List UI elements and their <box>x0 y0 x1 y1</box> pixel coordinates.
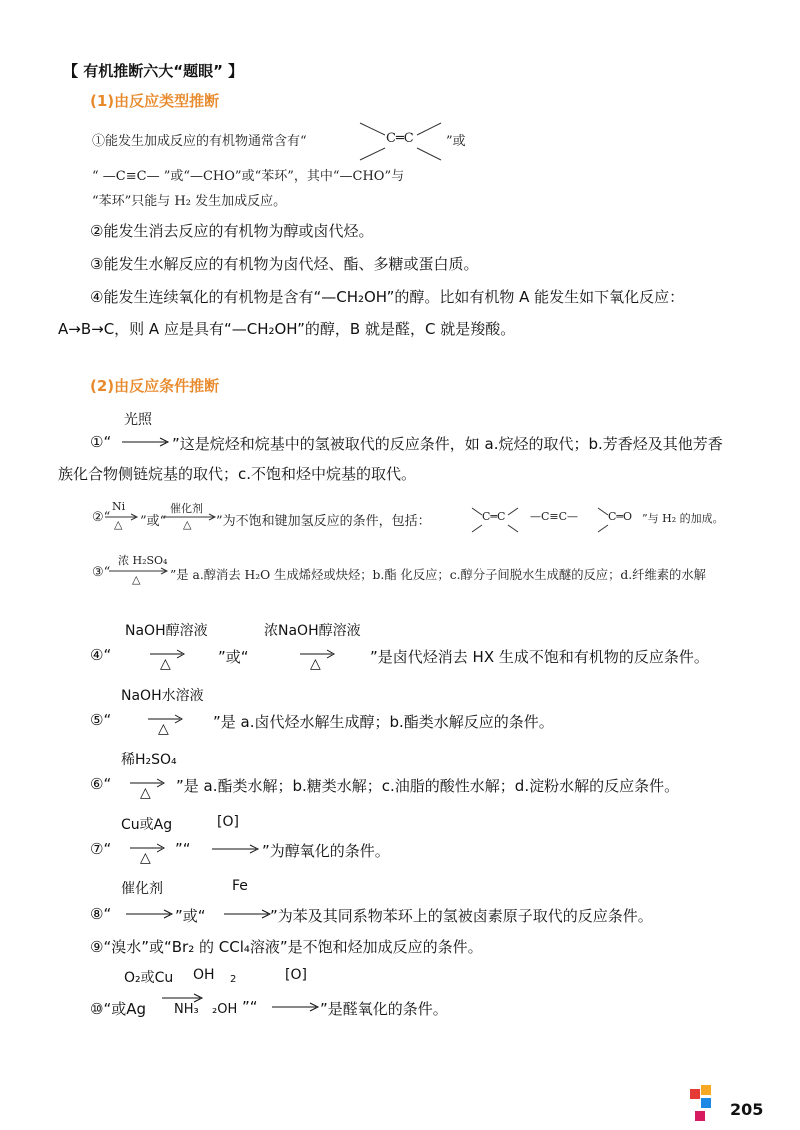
condition-10-arrow-2-icon <box>270 1001 322 1013</box>
condition-8-arrow-1-icon <box>124 908 176 920</box>
condition-7-delta: △ <box>140 850 151 866</box>
oxidation-paragraph-line-1: ④能发生连续氧化的有机物是含有“—CH₂OH”的醇。比如有机物 A 能发生如下氧化反应： <box>90 288 685 306</box>
condition-2-group-1: C═C <box>482 510 506 523</box>
hydrolysis-paragraph: ③能发生水解反应的有机物为卤代烃、酯、多糖或蛋白质。 <box>90 255 479 273</box>
condition-2-group-2: —C≡C— <box>530 510 579 523</box>
section-heading-reaction-type: (1)由反应类型推断 <box>90 92 220 110</box>
condition-2-prefix: ②“ <box>92 510 111 525</box>
condition-10-num: ⑩“或Ag <box>90 1000 147 1018</box>
condition-4-delta-2: △ <box>310 656 321 672</box>
condition-2-delta-2: △ <box>183 518 192 531</box>
condition-10-sub-2: ₂OH <box>212 1002 238 1017</box>
condition-8-arrow-2-icon <box>222 908 274 920</box>
condition-3-delta: △ <box>132 573 141 586</box>
condition-7-above-1: Cu或Ag <box>121 817 173 833</box>
condition-10-mid: ”“ <box>242 998 258 1016</box>
condition-8-above-1: 催化剂 <box>121 881 163 897</box>
condition-2-group-3: C═O <box>608 510 633 523</box>
condition-4-or: ”或“ <box>218 648 249 666</box>
condition-1-text: ”这是烷烃和烷基中的氢被取代的反应条件，如 a.烷烃的取代；b.芳香烃及其他芳香 <box>172 435 723 453</box>
addition-reaction-line-3: “苯环”只能与 H₂ 发生加成反应。 <box>92 194 287 209</box>
document-title: 【 有机推断六大“题眼” 】 <box>63 62 244 80</box>
condition-7-num: ⑦“ <box>90 840 112 858</box>
condition-8-or: ”或“ <box>175 907 206 925</box>
addition-text-a: ①能发生加成反应的有机物通常含有“ <box>92 134 307 149</box>
condition-7-text: ”为醇氧化的条件。 <box>262 842 390 860</box>
condition-6-delta: △ <box>140 785 151 801</box>
condition-6-num: ⑥“ <box>90 775 112 793</box>
condition-2-delta-1: △ <box>114 518 123 531</box>
condition-7-above-2: [O] <box>217 814 239 830</box>
condition-7-mid: ”“ <box>175 840 191 858</box>
condition-6-above: 稀H₂SO₄ <box>121 752 177 768</box>
cc-double-bond: C═C <box>386 131 414 146</box>
condition-4-delta-1: △ <box>160 656 171 672</box>
oxidation-paragraph-line-2: A→B→C，则 A 应是具有“—CH₂OH”的醇，B 就是醛，C 就是羧酸。 <box>58 320 516 338</box>
condition-2-tail: ”与 H₂ 的加成。 <box>642 512 724 525</box>
condition-1-label: 光照 <box>124 412 152 428</box>
condition-1-text-line-2: 族化合物侧链烷基的取代；c.不饱和烃中烷基的取代。 <box>58 465 417 483</box>
addition-reaction-line-2: “ —C≡C— ”或“—CHO”或“苯环”，其中“—CHO”与 <box>92 169 405 184</box>
condition-4-num: ④“ <box>90 646 112 664</box>
condition-5-text: ”是 a.卤代烃水解生成醇；b.酯类水解反应的条件。 <box>213 713 554 731</box>
addition-reaction-line-1 <box>92 130 307 149</box>
elimination-paragraph: ②能发生消去反应的有机物为醇或卤代烃。 <box>90 222 374 240</box>
section-heading-reaction-condition: (2)由反应条件推断 <box>90 377 220 395</box>
condition-1-arrow-icon <box>120 436 172 448</box>
condition-8-above-2: Fe <box>232 878 248 894</box>
condition-10-above-3: 2 <box>230 974 237 985</box>
condition-3-prefix: ③“ <box>92 565 111 580</box>
condition-7-arrow-2-icon <box>210 843 262 855</box>
condition-1-prefix: ①“ <box>90 433 112 451</box>
condition-10-above-2: OH <box>193 967 215 983</box>
condition-2-catalyst-label: 催化剂 <box>170 502 203 515</box>
condition-10-sub-1: NH₃ <box>174 1002 199 1017</box>
condition-3-above: 浓 H₂SO₄ <box>118 554 168 567</box>
condition-4-above-2: 浓NaOH醇溶液 <box>264 623 361 639</box>
addition-text-b: ”或 <box>446 134 466 149</box>
condition-9-text: ⑨“溴水”或“Br₂ 的 CCl₄溶液”是不饱和烃加成反应的条件。 <box>90 938 483 956</box>
publisher-logo-icon <box>690 1085 718 1125</box>
condition-4-above-1: NaOH醇溶液 <box>125 623 208 639</box>
condition-3-text: ”是 a.醇消去 H₂O 生成烯烃或炔烃；b.酯 化反应；c.醇分子间脱水生成醚的反应；d.纤维素的水解 <box>170 568 706 582</box>
condition-10-above-4: [O] <box>285 967 307 983</box>
condition-10-text: ”是醛氧化的条件。 <box>320 1000 448 1018</box>
condition-6-text: ”是 a.酯类水解；b.糖类水解；c.油脂的酸性水解；d.淀粉水解的反应条件。 <box>176 777 680 795</box>
condition-5-num: ⑤“ <box>90 711 112 729</box>
condition-5-delta: △ <box>158 721 169 737</box>
condition-4-text: ”是卤代烃消去 HX 生成不饱和有机物的反应条件。 <box>370 648 709 666</box>
condition-5-above: NaOH水溶液 <box>121 688 204 704</box>
condition-2-ni-label: Ni <box>112 500 126 513</box>
condition-2-or: ”或“ <box>140 514 167 529</box>
condition-8-num: ⑧“ <box>90 905 112 923</box>
page-number: 205 <box>730 1100 764 1119</box>
condition-8-text: ”为苯及其同系物苯环上的氢被卤素原子取代的反应条件。 <box>270 907 653 925</box>
condition-10-above-1: O₂或Cu <box>124 970 174 986</box>
condition-2-text: ”为不饱和键加氢反应的条件，包括： <box>216 514 431 529</box>
